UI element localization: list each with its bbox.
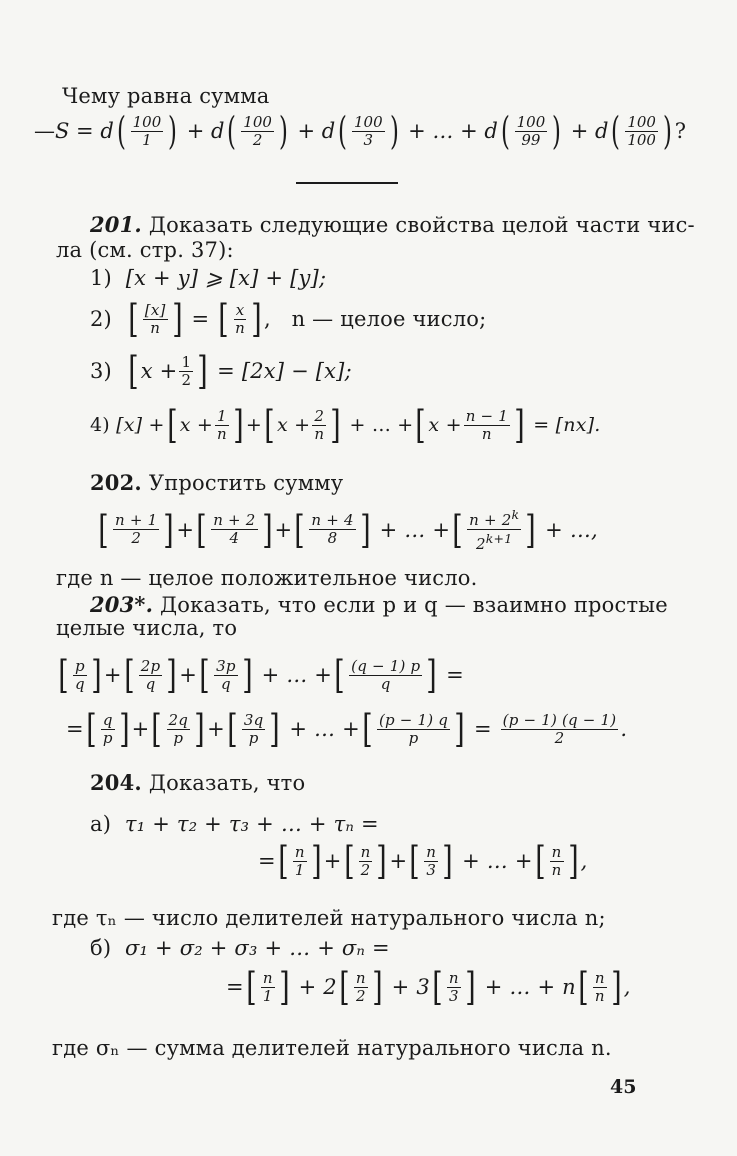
problem-201-number: 201.	[90, 212, 142, 237]
problem-201-text-line2: ла (см. стр. 37):	[56, 238, 234, 262]
part-a-line1: а) τ₁ + τ₂ + τ₃ + … + τₙ =	[90, 812, 379, 836]
sum-202-formula: [ $\frac{n + 1}{2}$ ] + [ $\frac{n + 2}{4}$ ] + [ $\frac{n + 4}{8}$ ] + … + [ $\frac{n + 2^k}{2^{k+1}}$ ] + …,	[98, 507, 598, 553]
problem-203-text-line2: целые числа, то	[56, 616, 238, 640]
problem-203-text: 203*. Доказать, что если p и q — взаимно простые	[90, 592, 668, 617]
problem-202-text: 202. Упростить сумму	[90, 470, 344, 495]
problem-202-where: где n — целое положительное число.	[56, 566, 478, 590]
problem-204-text: 204. Доказать, что	[90, 770, 306, 795]
sum-203-line1: [ $\frac{p}{q}$ ] + [ $\frac{2p}{q}$ ] + [ $\frac{3p}{q}$ ] + … + [ $\frac{(q - 1) p}{q}$ ] =	[58, 653, 464, 697]
sum-203-line2: = [ $\frac{q}{p}$ ] + [ $\frac{2q}{p}$ ] + [ $\frac{3q}{p}$ ] + … + [ $\frac{(p - 1) q}{p}$ ] = $\frac{(p - 1) (q - 1)}{2}$ .	[66, 707, 628, 751]
part-b-where: где σₙ — сумма делителей натурального числа n.	[52, 1036, 612, 1060]
part-b-line2: = [ $\frac{n}{1}$ ] + 2 [ $\frac{n}{2}$ ] + 3 [ $\frac{n}{3}$ ] + … + n [ $\frac{n}{n}$ ] ,	[226, 965, 631, 1009]
intro-question: Чему равна сумма	[62, 84, 270, 108]
problem-201-text: 201. Доказать следующие свойства целой части чис-	[90, 212, 695, 237]
property-2: 2) [ $\frac{[x]}{n}$ ] = [ $\frac{x}{n}$ ] , n — целое число;	[90, 297, 487, 341]
part-a-line2: = [ $\frac{n}{1}$ ] + [ $\frac{n}{2}$ ] + [ $\frac{n}{3}$ ] + … + [ $\frac{n}{n}$ ] ,	[258, 839, 588, 883]
sum-s-formula: — S = d ( $\frac{100}{1}$ ) + d ( $\frac{100}{2}$ ) + d ( $\frac{100}{3}$ ) + … + d ( $\frac{100}{99}$ ) + d ( $\frac{100}{100}$ ) ?	[34, 109, 687, 153]
property-1: 1) [x + y] ⩾ [x] + [y];	[90, 266, 327, 290]
problem-202-number: 202.	[90, 470, 142, 495]
problem-203-number: 203*.	[90, 592, 154, 617]
section-divider	[296, 182, 398, 184]
property-3: 3) [ x + $\frac{1}{2}$ ] = [2x] − [x];	[90, 349, 352, 393]
problem-204-number: 204.	[90, 770, 142, 795]
part-b-line1: б) σ₁ + σ₂ + σ₃ + … + σₙ =	[90, 936, 390, 960]
page-number: 45	[610, 1076, 637, 1098]
part-a-where: где τₙ — число делителей натурального числа n;	[52, 906, 606, 930]
property-4: 4) [x] + [ x + $\frac{1}{n}$ ] + [ x + $\frac{2}{n}$ ] + … + [ x + $\frac{n - 1}{n}$ ] = [nx].	[90, 403, 601, 447]
